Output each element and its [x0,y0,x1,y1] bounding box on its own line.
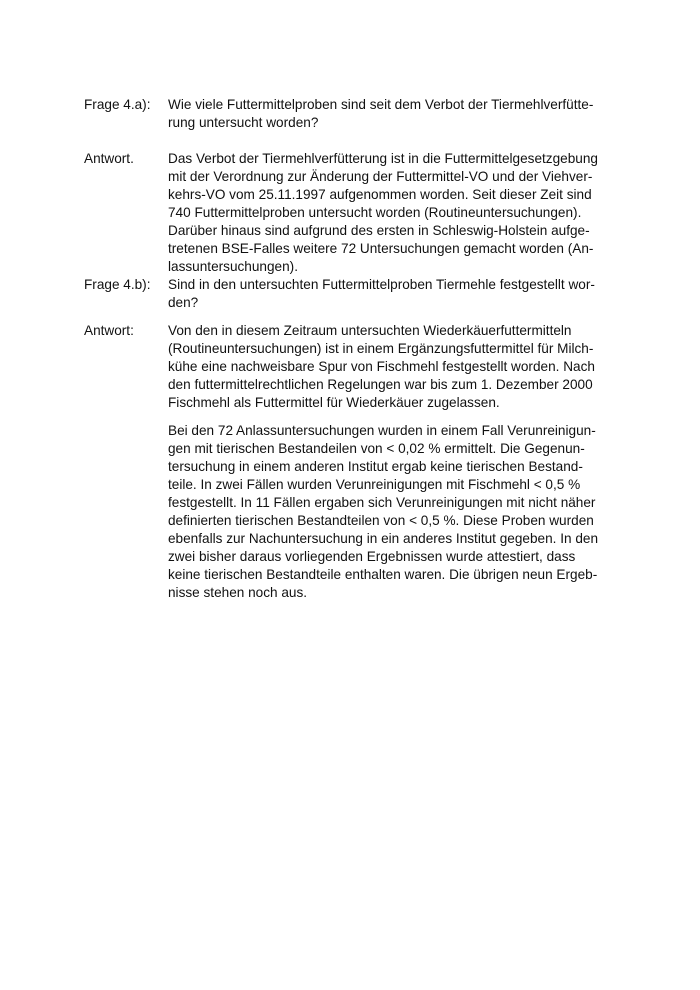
answer-4b-line: ebenfalls zur Nachuntersuchung in ein anderes Institut gegeben. In den [168,531,599,546]
question-4b-label: Frage 4.b): [84,277,151,292]
answer-4b-line: keine tierischen Bestandteile enthalten waren. Die übrigen neun Ergeb- [168,567,598,582]
answer-4a-line: lassuntersuchungen). [168,259,298,274]
answer-4b-line: zwei bisher daraus vorliegenden Ergebnissen wurde attestiert, dass [168,549,576,564]
answer-4a-line: tretenen BSE-Falles weitere 72 Untersuchungen gemacht worden (An- [168,241,594,256]
answer-4a [84,150,624,276]
question-4a [84,96,624,132]
answer-4b-line: Fischmehl als Futtermittel für Wiederkäuer zugelassen. [168,395,500,410]
answer-4a-line: mit der Verordnung zur Änderung der Futtermittel-VO und der Viehver- [168,169,593,184]
answer-4b-paragraph-2 [168,422,614,602]
question-4a-line: rung untersucht worden? [168,115,319,130]
question-4a-label: Frage 4.a): [84,97,151,112]
question-4b-line: Sind in den untersuchten Futtermittelproben Tiermehle festgestellt wor- [168,277,595,292]
question-4b-line: den? [168,295,199,310]
answer-4a-label: Antwort. [84,151,134,166]
answer-4b-line: teile. In zwei Fällen wurden Verunreinigungen mit Fischmehl < 0,5 % [168,477,581,492]
answer-4b-line: kühe eine nachweisbare Spur von Fischmehl festgestellt worden. Nach [168,359,595,374]
question-4b [84,276,624,312]
answer-4a-line: Darüber hinaus sind aufgrund des ersten in Schleswig-Holstein aufge- [168,223,590,238]
answer-4b-line: definierten tierischen Bestandteilen von < 0,5 %. Diese Proben wurden [168,513,594,528]
answer-4a-line: kehrs-VO vom 25.11.1997 aufgenommen worden. Seit dieser Zeit sind [168,187,592,202]
answer-4b-paragraph-1 [168,322,614,412]
answer-4b-line: Von den in diesem Zeitraum untersuchten Wiederkäuerfuttermitteln [168,323,572,338]
question-4a-text [168,96,614,132]
answer-4a-text [168,150,614,276]
answer-4b-line: Bei den 72 Anlassuntersuchungen wurden in einem Fall Verunreinigun- [168,423,596,438]
question-4b-text [168,276,614,312]
answer-4b-line: tersuchung in einem anderen Institut ergab keine tierischen Bestand- [168,459,583,474]
answer-4b-line: festgestellt. In 11 Fällen ergaben sich Verunreinigungen mit nicht näher [168,495,596,510]
answer-4b-line: (Routineuntersuchungen) ist in einem Ergänzungsfuttermittel für Milch- [168,341,594,356]
answer-4b-line: nisse stehen noch aus. [168,585,308,600]
answer-4b-line: den futtermittelrechtlichen Regelungen war bis zum 1. Dezember 2000 [168,377,593,392]
answer-4b-line: gen mit tierischen Bestandeilen von < 0,02 % ermittelt. Die Gegenun- [168,441,585,456]
answer-4b-continued [84,422,624,602]
answer-4a-line: Das Verbot der Tiermehlverfütterung ist in die Futtermittelgesetzgebung [168,151,598,166]
answer-4b-label: Antwort: [84,323,134,338]
question-4a-line: Wie viele Futtermittelproben sind seit dem Verbot der Tiermehlverfütte- [168,97,594,112]
answer-4b [84,322,624,412]
answer-4a-line: 740 Futtermittelproben untersucht worden (Routineuntersuchungen). [168,205,582,220]
